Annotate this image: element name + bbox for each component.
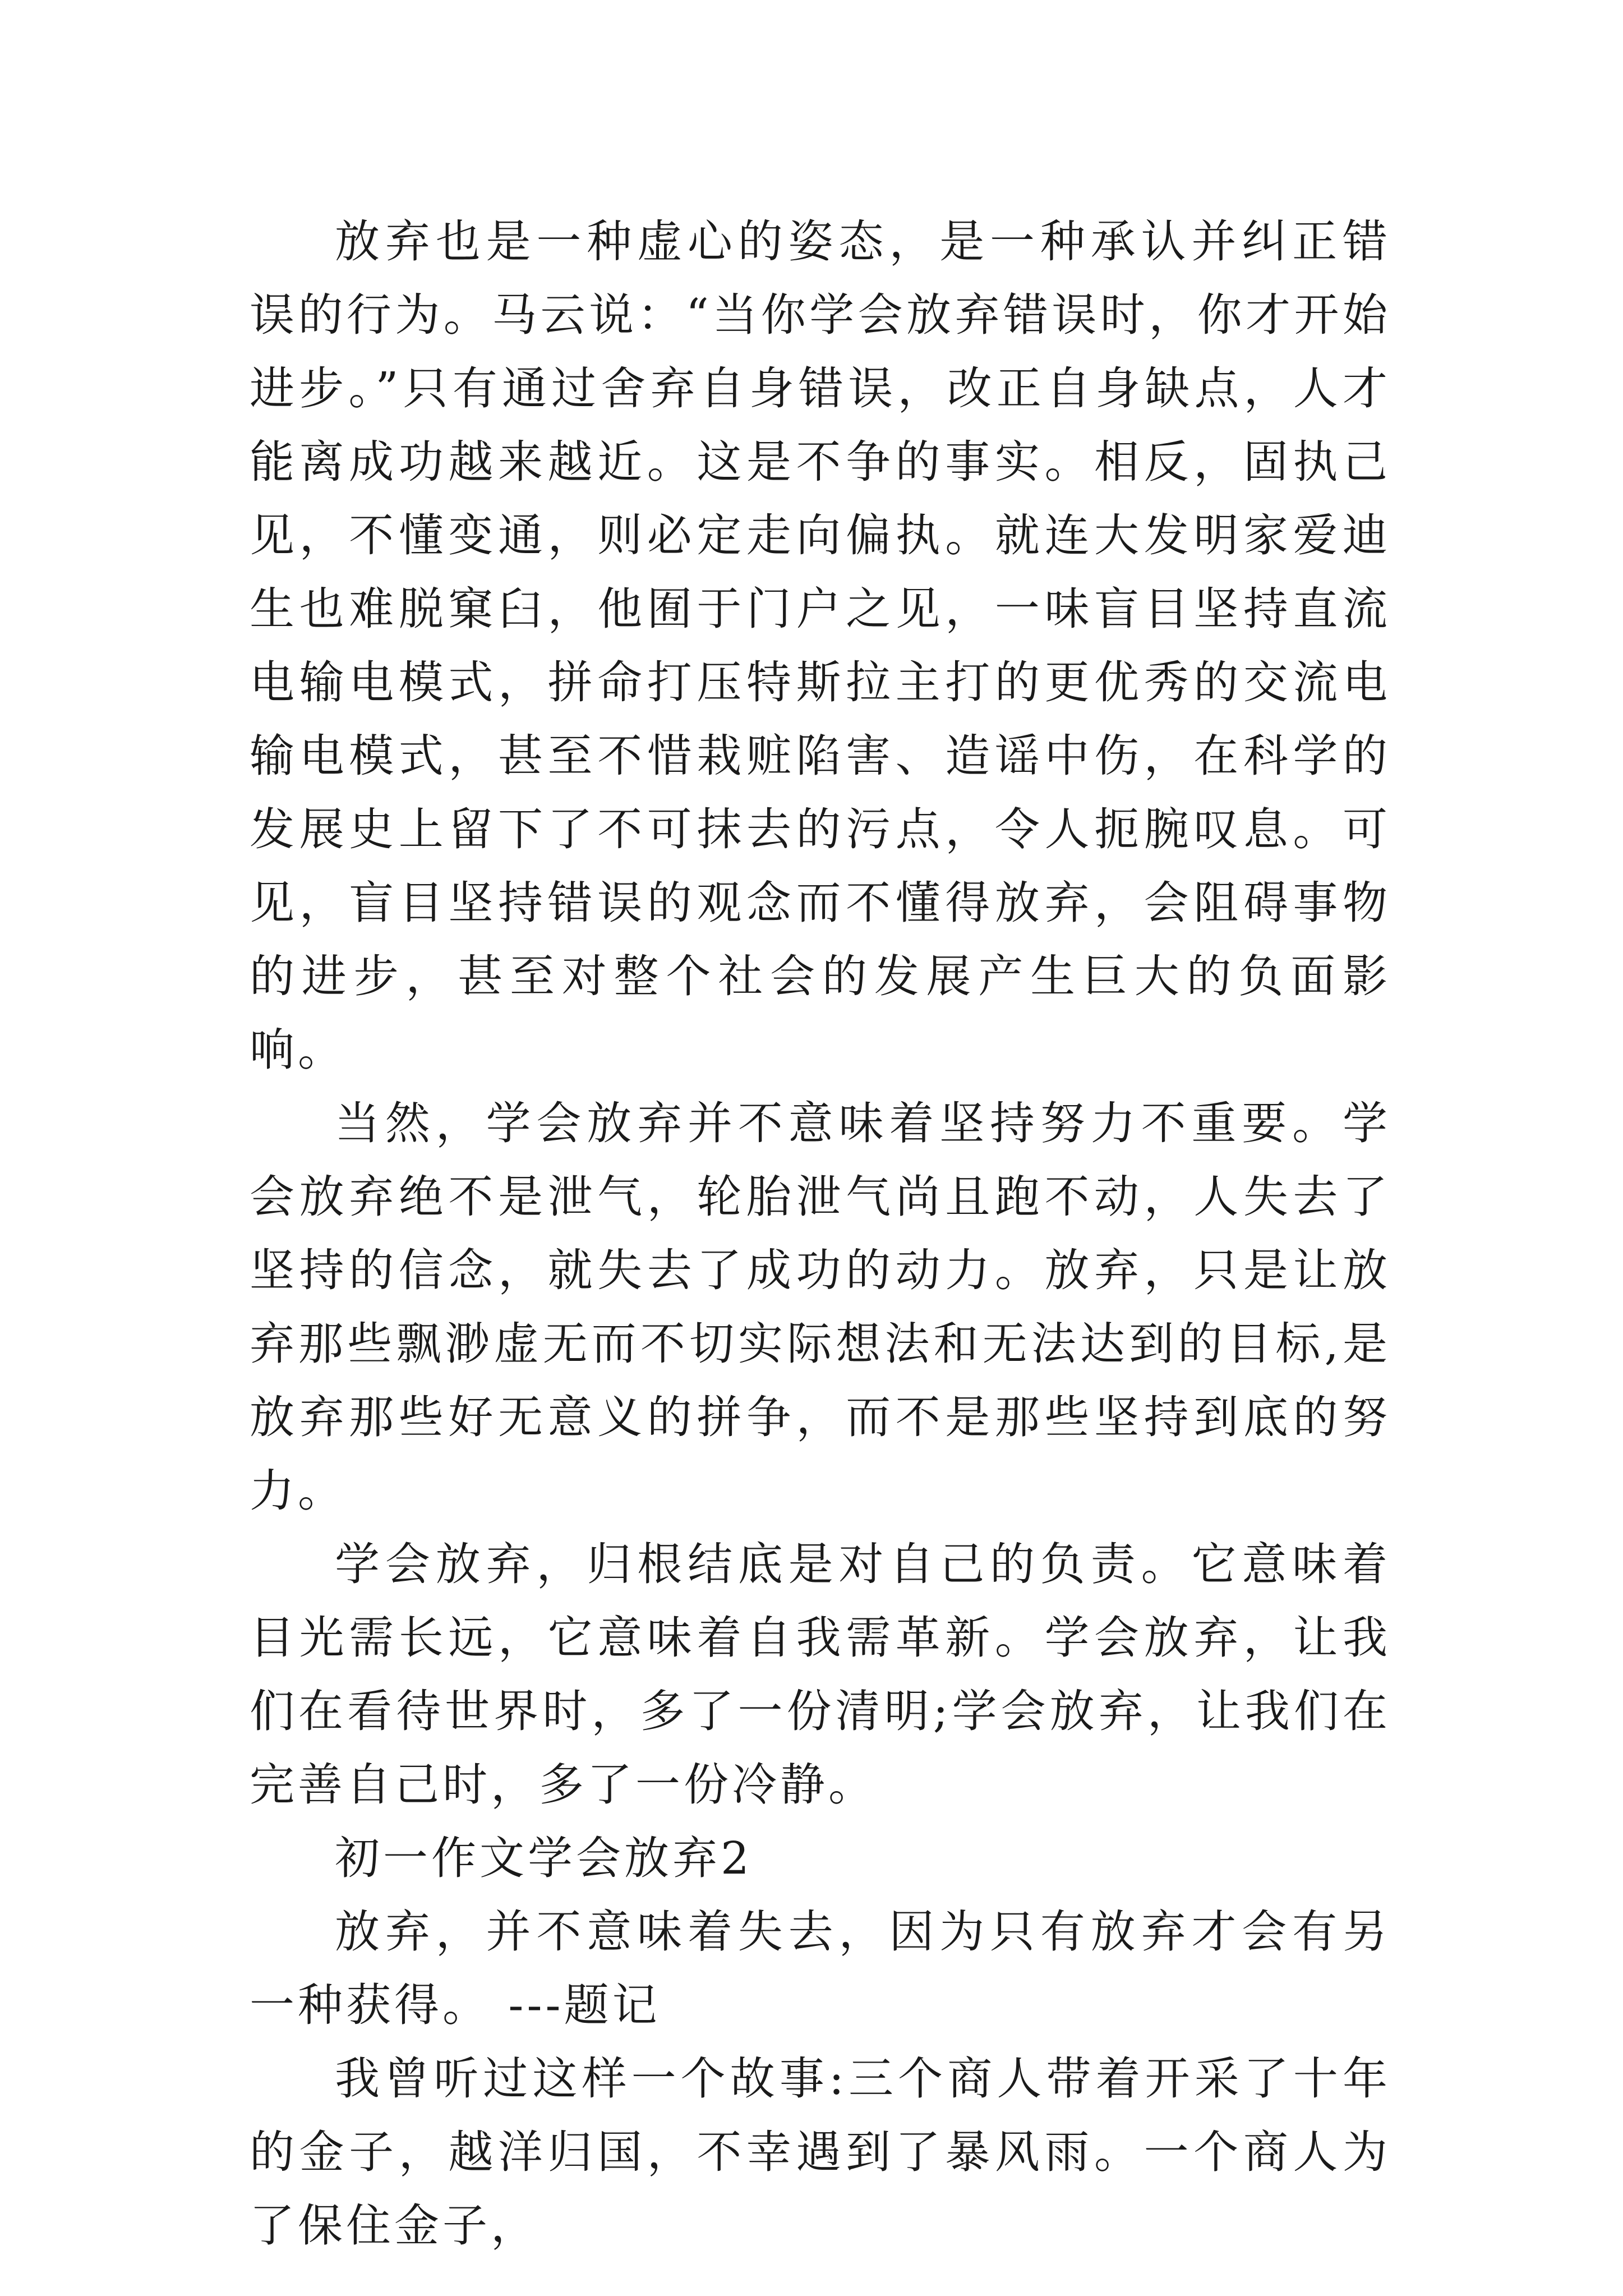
document-body (250, 205, 1391, 2262)
paragraph: 学会放弃，归根结底是对自己的负责。它意味着目光需长远，它意味着自我需革新。学会放弃，让我们在看待世界时，多了一份清明;学会放弃，让我们在完善自己时，多了一份冷静。 (250, 1538, 1391, 1811)
paragraph: 放弃也是一种虚心的姿态，是一种承认并纠正错误的行为。马云说：“当你学会放弃错误时，你才开始进步。”只有通过舍弃自身错误，改正自身缺点，人才能离成功越来越近。这是不争的事实。相反，固执己见，不懂变通，则必定走向偏执。就连大发明家爱迪生也难脱窠臼，他囿于门户之见，一味盲目坚持直流电输电模式，拼命打压特斯拉主打的更优秀的交流电输电模式，甚至不惜栽赃陷害、造谣中伤，在科学的发展史上留下了不可抹去的污点，令人扼腕叹息。可见，盲目坚持错误的观念而不懂得放弃，会阻碍事物的进步，甚至对整个社会的发展产生巨大的负面影响。 (250, 215, 1391, 1076)
paragraph: 当然，学会放弃并不意味着坚持努力不重要。学会放弃绝不是泄气，轮胎泄气尚且跑不动，人失去了坚持的信念，就失去了成功的动力。放弃，只是让放弃那些飘渺虚无而不切实际想法和无法达到的目标,是放弃那些好无意义的拼争，而不是那些坚持到底的努力。 (250, 1097, 1391, 1517)
section-title: 初一作文学会放弃2 (335, 1832, 753, 1884)
epigraph: 放弃，并不意味着失去，因为只有放弃才会有另一种获得。 ---题记 (250, 1906, 1391, 2031)
paragraph: 我曾听过这样一个故事:三个商人带着开采了十年的金子，越洋归国，不幸遇到了暴风雨。一个商人为了保住金子， (250, 2053, 1391, 2252)
